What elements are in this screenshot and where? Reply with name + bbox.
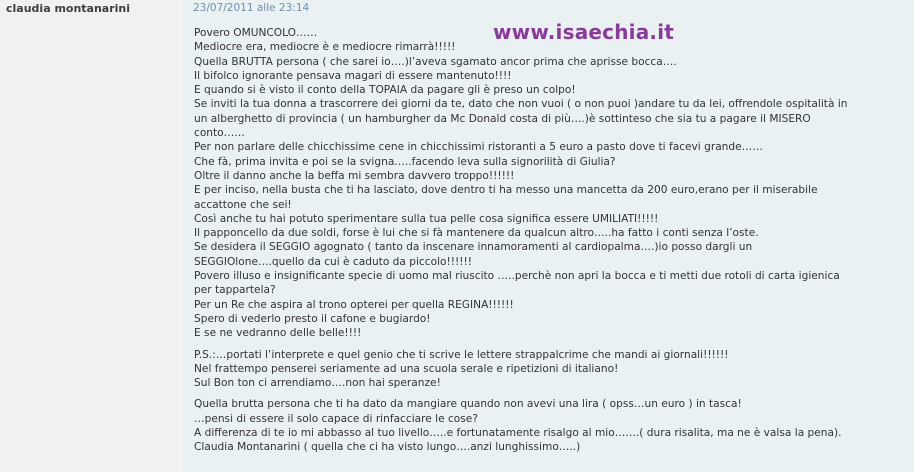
- comment-line: Oltre il danno anche la beffa mi sembra davvero troppo!!!!!!: [194, 169, 515, 182]
- comment-author-name: claudia montanarini: [6, 2, 131, 15]
- comment-line: P.S.:…portati l’interprete e quel genio che ti scrive le lettere strappalcrime che mandi ai giornali!!!!!!: [194, 348, 729, 361]
- comment-line: E quando si è visto il conto della TOPAIA da pagare gli è preso un colpo!: [194, 84, 576, 97]
- comment-line: un alberghetto di provincia ( un hamburgher da Mc Donald costa di più….)è sottinteso che sia tu a pagare il MISERO: [194, 112, 811, 125]
- comment-line: Sul Bon ton ci arrendiamo….non hai speranze!: [194, 377, 441, 390]
- comment-line: Se desidera il SEGGIO agognato ( tanto da inscenare innamoramenti al cardiopalma….)io posso dargli un: [194, 241, 753, 254]
- comment-text: [194, 26, 912, 455]
- comment-line: Per non parlare delle chicchissime cene in chicchissimi ristoranti a 5 euro a pasto dove ti facevi grande……: [194, 141, 763, 154]
- comment-timestamp[interactable]: 23/07/2011 alle 23:14: [193, 2, 310, 14]
- comment-line: Povero illuso e insignificante specie di uomo mal riuscito …..perchè non apri la bocca e ti metti due rotoli di carta igienica: [194, 270, 840, 283]
- comment-paragraph: [194, 26, 912, 341]
- comment-line: Mediocre era, mediocre è e mediocre rimarrà!!!!!: [194, 41, 456, 54]
- comment-line: Quella BRUTTA persona ( che sarei io….)l’aveva sgamato ancor prima che aprisse bocca….: [194, 55, 677, 68]
- comment-line: Povero OMUNCOLO……: [194, 27, 318, 39]
- comment-paragraph: [194, 348, 912, 391]
- paragraph-gap: [194, 390, 912, 397]
- comment-line: A differenza di te io mi abbasso al tuo livello…..e fortunatamente risalgo al mio…….( dura risalita, ma ne è valsa la pena).: [194, 427, 842, 440]
- comment-paragraph: [194, 397, 912, 454]
- comment-line: E se ne vedranno delle belle!!!!: [194, 327, 362, 340]
- comment-line: Spero di vederlo presto il cafone e bugiardo!: [194, 312, 431, 325]
- comment-author-column: [0, 0, 183, 472]
- comment-line: conto……: [194, 127, 245, 140]
- comment-line: E per inciso, nella busta che ti ha lasciato, dove dentro ti ha messo una mancetta da 200 euro,erano per il miserabile: [194, 184, 818, 197]
- comment-body-column: [183, 0, 914, 472]
- comment-line: Così anche tu hai potuto sperimentare sulla tua pelle cosa significa essere UMILIATI!!!!!: [194, 212, 659, 225]
- comment-line: Il bifolco ignorante pensava magari di essere mantenuto!!!!: [194, 69, 512, 82]
- comment-line: per tappartela?: [194, 284, 276, 297]
- comment-line: Quella brutta persona che ti ha dato da mangiare quando non avevi una lira ( opss…un euro ) in tasca!: [194, 398, 742, 411]
- comment-line: Nel frattempo penserei seriamente ad una scuola serale e ripetizioni di italiano!: [194, 362, 619, 375]
- comment-line: …pensi di essere il solo capace di rinfacciare le cose?: [194, 412, 478, 425]
- comment-line: accattone che sei!: [194, 198, 292, 211]
- comment-line: Se inviti la tua donna a trascorrere dei giorni da te, dato che non vuoi ( o non puoi )andare tu da lei, offrendole ospitalità in: [194, 98, 848, 111]
- comment-line: Il papponcello da due soldi, forse è lui che si fà mantenere da qualcun altro…..ha fatto i conti senza l’oste.: [194, 227, 759, 240]
- comment-line: Che fà, prima invita e poi se la svigna…..facendo leva sulla signorilità di Giulia?: [194, 155, 616, 168]
- paragraph-gap: [194, 341, 912, 348]
- comment-line: Claudia Montanarini ( quella che ci ha visto lungo….anzi lunghissimo…..): [194, 441, 581, 454]
- comment-line: Per un Re che aspira al trono opterei per quella REGINA!!!!!!: [194, 298, 514, 311]
- site-watermark: www.isaechia.it: [493, 20, 675, 44]
- comment-line: SEGGIOlone….quello da cui è caduto da piccolo!!!!!!: [194, 255, 472, 268]
